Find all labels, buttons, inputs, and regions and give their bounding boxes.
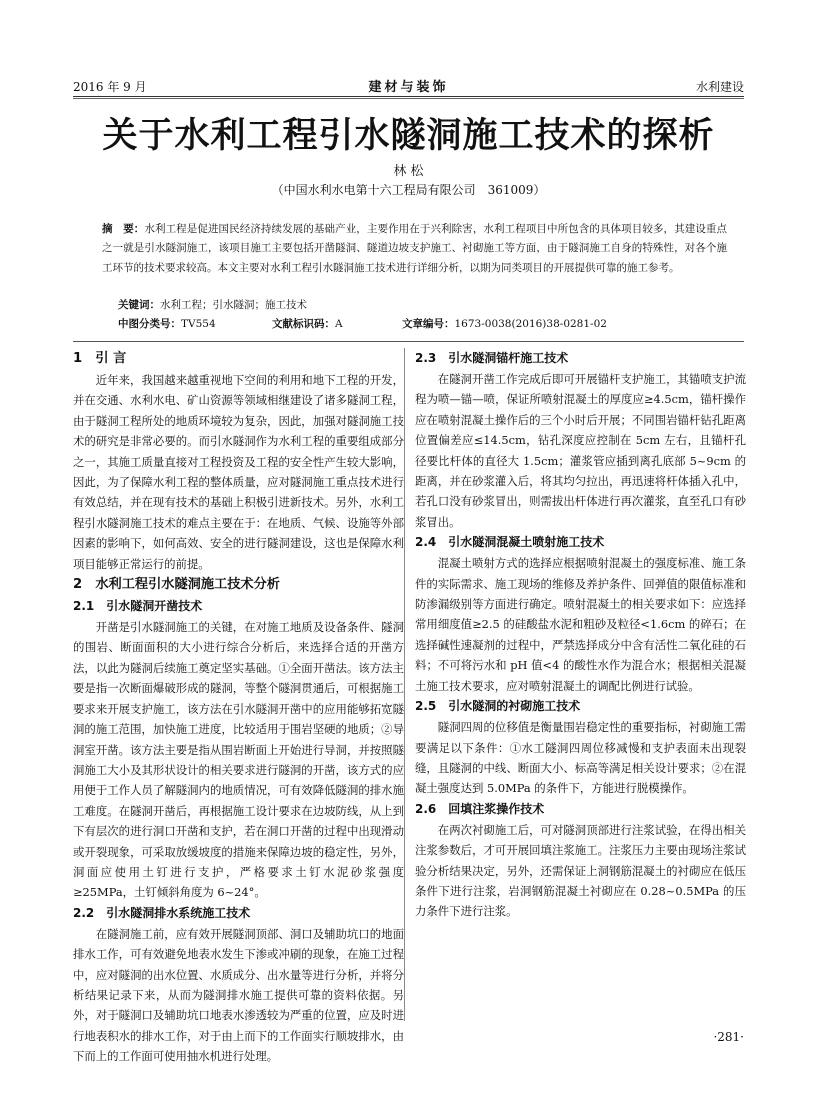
author-affiliation: （中国水利水电第十六工程局有限公司 361009） <box>271 183 546 197</box>
abstract-label: 摘 要： <box>102 223 145 235</box>
keywords-text: 水利工程；引水隧洞；施工技术 <box>160 299 307 311</box>
running-header <box>73 74 744 96</box>
subsection-heading-2-2: 2.2 引水隧洞排水系统施工技术 <box>73 905 251 920</box>
subsection-heading-2-4: 2.4 引水隧洞混凝土喷射施工技术 <box>415 535 605 550</box>
author-name: 林 松 <box>393 164 424 179</box>
left-column <box>73 348 404 1064</box>
page-number: ·281· <box>713 1030 744 1044</box>
subsection-heading-2-1: 2.1 引水隧洞开凿技术 <box>73 599 203 614</box>
subsection-2-2-paragraph: 在隧洞施工前，应有效开展隧洞顶部、洞口及辅助坑口的地面排水工作，可有效避免地表水发生下渗或冲刷的现象，在施工过程中，应对隧洞的出水位置、水质成分、出水量等进行分析，并将分析结果记录下来，从而为隧洞排水施工提供可靠的资料依据。另外，对于隧洞口及辅助坑口地表水渗透较为严重的位置，应及时进行地表积水的排水工作，对于由上而下的工作面实行顺坡排水，由下而上的工作面可使用抽水机进行处理。 <box>73 926 404 1064</box>
subsection-2-5-paragraph: 隧洞四周的位移值是衡量围岩稳定性的重要指标，衬砌施工需要满足以下条件：①水工隧洞四周位移减慢和支护表面未出现裂缝，且隧洞的中线、断面大小、标高等满足相关设计要求；②在混凝土强度达到 5.0MPa 的条件下，方能进行脱模操作。 <box>415 720 746 796</box>
keywords-label: 关键词： <box>118 299 160 311</box>
article-number-line <box>402 316 607 331</box>
subsection-2-1-paragraph: 开凿是引水隧洞施工的关键，在对施工地质及设备条件、隧洞的围岩、断面面积的大小进行综合分析后，来选择合适的开凿方法，以此为隧洞后续施工奠定坚实基础。①全面开凿法。该方法主要是指一次断面爆破形成的隧洞，等整个隧洞贯通后，可根据施工要求来开展支护施工，该方法在引水隧洞开凿中的应用能够拓宽隧洞的施工范围，加快施工进度，比较适用于围岩坚硬的地质；②导洞室开凿。该方法主要是指从围岩断面上开始进行导洞，并按照隧洞施工大小及其形状设计的相关要求进行隧洞的开凿，该方式的应用便于工作人员了解隧洞内的地质情况，可有效降低隧洞的排水施工难度。在隧洞开凿后，再根据施工设计要求在边坡防线，从上到下有层次的进行洞口开凿和支护，若在洞口开凿的过程中出现滑动或开裂现象，可采取放缓坡度的措施来保障边坡的稳定性，另外，洞面应使用土钉进行支护，严格要求土钉水泥砂浆强度≥25MPa，土钉倾斜角度为 6~24°。 <box>73 620 404 900</box>
header-rule <box>73 96 744 97</box>
subsection-2-6-paragraph: 在两次衬砌施工后，可对隧洞顶部进行注浆试验，在得出相关注浆参数后，才可开展回填注浆施工。注浆压力主要由现场注浆试验分析结果决定，另外，还需保证上洞钢筋混凝土的衬砌应在低压条件下进行注浆，岩洞钢筋混凝土衬砌应在 0.28~0.5MPa 的压力条件下进行注浆。 <box>415 822 746 919</box>
subsection-2-3-paragraph: 在隧洞开凿工作完成后即可开展锚杆支护施工，其锚喷支护流程为喷—锚—喷，保证所喷射混凝土的厚度应≥4.5cm，锚杆操作应在喷射混凝土操作后的三个小时后开展；不同围岩锚杆钻孔距离位置偏差应≤14.5cm，钻孔深度应控制在 5cm 左右，且锚杆孔径要比杆体的直径大 1.5cm；灌浆管应插到离孔底部 5~9cm 的距离，并在砂浆灌入后，将其均匀拉出，再迅速将杆体插入孔中，若孔口没有砂浆冒出，则需拔出杆体进行再次灌浆，直至孔口有砂浆冒出。 <box>415 372 746 529</box>
article-number-label: 文章编号： <box>402 318 455 330</box>
abstract-separator <box>73 341 744 342</box>
classification-label: 中图分类号： <box>118 318 181 330</box>
header-rule-thin <box>73 98 744 99</box>
journal-section: 水利建设 <box>695 80 744 94</box>
keywords-line <box>118 297 307 312</box>
subsection-heading-2-3: 2.3 引水隧洞锚杆施工技术 <box>415 351 569 365</box>
abstract <box>102 220 727 278</box>
doc-code-line <box>272 316 343 331</box>
section-1-paragraph: 近年来，我国越来越重视地下空间的利用和地下工程的开发，并在交通、水利水电、矿山资源等领域相继建设了诸多隧洞工程，由于隧洞工程所处的地质环境较为复杂，因此，加强对隧洞施工技术的研究是非常必要的。而引水隧洞作为水利工程的重要组成部分之一，其施工质量直接对工程投资及工程的安全性产生较大影响，因此，为了保障水利工程的整体质量，应对隧洞施工重点技术进行有效总结，并在现有技术的基础上积极引进新技术。另外，水利工程引水隧洞施工技术的难点主要在于：在地质、气候、设施等外部因素的影响下，如何高效、安全的进行隧洞建设，这也是保障水利项目能够正常运行的前提。 <box>73 373 404 571</box>
subsection-heading-2-5: 2.5 引水隧洞的衬砌施工技术 <box>415 699 581 714</box>
journal-name: 建材与装饰 <box>368 80 449 95</box>
article-number-value: 1673-0038(2016)38-0281-02 <box>454 318 607 330</box>
doc-code-value: A <box>335 318 343 330</box>
right-column <box>415 348 746 922</box>
classification-value: TV554 <box>181 318 216 330</box>
abstract-text: 水利工程是促进国民经济持续发展的基础产业，主要作用在于兴利除害，水利工程项目中所包含的具体项目较多，其建设重点之一就是引水隧洞施工，该项目施工主要包括开凿隧洞、隧道边坡支护施工、衬砌施工等方面，由于隧洞施工自身的特殊性，对各个施工环节的技术要求较高。本文主要对水利工程引水隧洞施工技术进行详细分析，以期为同类项目的开展提供可靠的施工参考。 <box>102 223 728 274</box>
classification-line <box>118 316 216 331</box>
subsection-2-4-paragraph: 混凝土喷射方式的选择应根据喷射混凝土的强度标准、施工条件的实际需求、施工现场的维修及养护条件、回弹值的限值标准和防渗漏级别等方面进行确定。喷射混凝土的相关要求如下：应选择常用细度值≥2.5 的硅酸盐水泥和粗砂及粒径<1.6cm 的碎石；在选择碱性速凝剂的过程中，严禁选择成分中含有活性二氧化硅的石料；不可将污水和 pH 值<4 的酸性水作为混合水；根据相关混凝土施工技术要求，应对喷射混凝土的调配比例进行试验。 <box>415 556 746 693</box>
subsection-heading-2-6: 2.6 回填注浆操作技术 <box>415 801 545 816</box>
issue-date: 2016 年 9 月 <box>73 80 147 94</box>
column-divider <box>404 348 405 1021</box>
section-heading-1: 1 引 言 <box>73 351 127 366</box>
article-title: 关于水利工程引水隧洞施工技术的探析 <box>102 115 715 156</box>
section-heading-2: 2 水利工程引水隧洞施工技术分析 <box>73 577 280 593</box>
doc-code-label: 文献标识码： <box>272 318 335 330</box>
